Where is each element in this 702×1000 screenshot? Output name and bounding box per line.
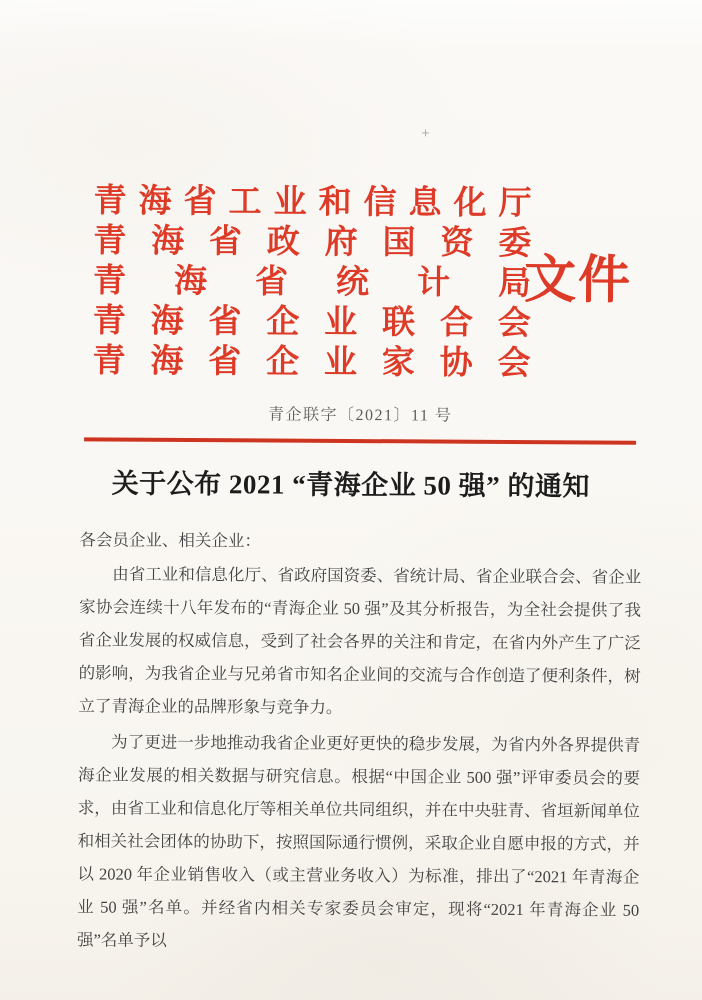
document-type-label: 文件 bbox=[523, 252, 633, 310]
body-paragraph-2: 为了更进一步地推动我省企业更好更快的稳步发展，为省内外各界提供青海企业发展的相关数据与研究信息。根据“中国企业 500 强”评审委员会的要求，由省工业和信息化厅等相关单位共同组织，并在中央驻青、省垣新闻单位和相关社会团体的协助下，按照国际通行惯例，采取企业自愿申报的方式，并以 2020 年企业销售收入（或主营业务收入）为标准，排出了“2021 年青海企业 50 强”名单。并经省内相关专家委员会审定，现将“2021 年青海企业 50 强”名单予以 bbox=[76, 732, 641, 950]
issuing-agency-list bbox=[92, 181, 531, 384]
body-paragraph-1: 由省工业和信息化厅、省政府国资委、省统计局、省企业联合会、省企业家协会连续十八年发布的“青海企业 50 强”及其分析报告，为全社会提供了我省企业发展的权威信息，受到了社会各界的关注和肯定，在省内外产生了广泛的影响，为我省企业与兄弟省市知名企业间的交流与合作创造了便利条件，树立了青海企业的品牌形象与竞争力。 bbox=[78, 564, 642, 717]
registration-cross-mark: + bbox=[420, 126, 431, 140]
document-body bbox=[77, 523, 642, 959]
salutation-line: 各会员企业、相关企业： bbox=[79, 530, 262, 551]
agency-name-statistics-bureau: 青海省统计局 bbox=[92, 263, 532, 303]
document-reference-number: 青企联字〔2021〕11 号 bbox=[267, 406, 453, 425]
red-separator-rule bbox=[84, 437, 636, 444]
red-letterhead bbox=[92, 181, 663, 389]
agency-name-industry-it-dept: 青海省工业和信息化厅 bbox=[93, 183, 532, 223]
agency-name-sasac: 青海省政府国资委 bbox=[93, 223, 532, 263]
agency-name-entrepreneurs-association: 青海省企业家协会 bbox=[92, 343, 531, 383]
document-title: 关于公布 2021 “青海企业 50 强” 的通知 bbox=[111, 468, 590, 502]
agency-name-enterprise-confederation: 青海省企业联合会 bbox=[92, 303, 531, 343]
